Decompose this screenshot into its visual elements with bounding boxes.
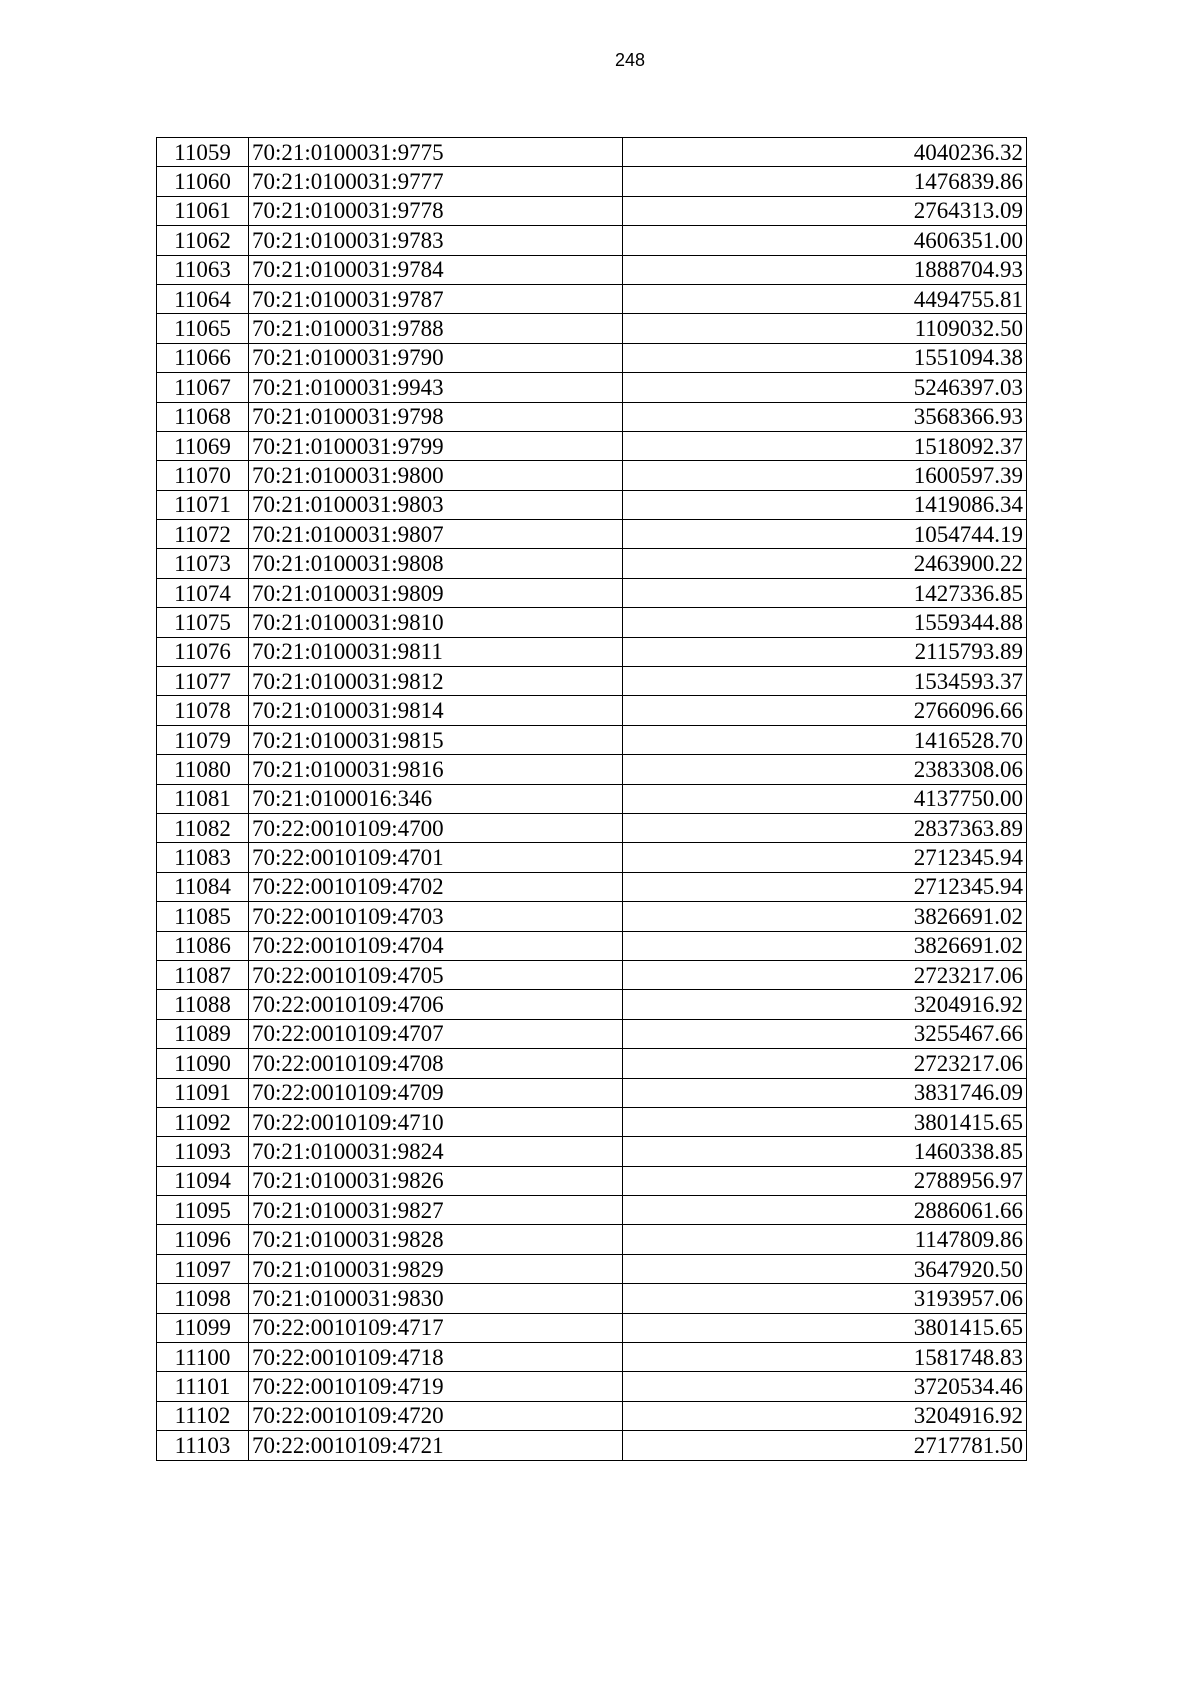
cadastral-number-cell: 70:21:0100031:9812 [249,667,623,696]
cadastral-number-cell: 70:22:0010109:4703 [249,902,623,931]
value-cell: 1600597.39 [623,461,1027,490]
row-number-cell: 11064 [157,284,249,313]
table-row [157,784,1027,813]
value-cell: 2717781.50 [623,1431,1027,1460]
value-cell: 1534593.37 [623,667,1027,696]
cadastral-number-cell: 70:21:0100031:9798 [249,402,623,431]
row-number-cell: 11062 [157,226,249,255]
row-number-cell: 11065 [157,314,249,343]
table-row [157,1401,1027,1430]
row-number-cell: 11087 [157,960,249,989]
cadastral-number-cell: 70:22:0010109:4717 [249,1313,623,1342]
value-cell: 2766096.66 [623,696,1027,725]
cadastral-number-cell: 70:22:0010109:4708 [249,1049,623,1078]
cadastral-number-cell: 70:22:0010109:4704 [249,931,623,960]
cadastral-number-cell: 70:21:0100031:9830 [249,1284,623,1313]
cadastral-number-cell: 70:21:0100031:9783 [249,226,623,255]
value-cell: 3255467.66 [623,1019,1027,1048]
table-row [157,1137,1027,1166]
table-row [157,490,1027,519]
cadastral-number-cell: 70:21:0100031:9828 [249,1225,623,1254]
table-row [157,343,1027,372]
row-number-cell: 11086 [157,931,249,960]
table-row [157,960,1027,989]
cadastral-number-cell: 70:21:0100031:9788 [249,314,623,343]
row-number-cell: 11076 [157,637,249,666]
value-cell: 5246397.03 [623,373,1027,402]
cadastral-number-cell: 70:21:0100031:9800 [249,461,623,490]
table-row [157,1107,1027,1136]
table-row [157,1196,1027,1225]
row-number-cell: 11093 [157,1137,249,1166]
cadastral-number-cell: 70:21:0100031:9824 [249,1137,623,1166]
row-number-cell: 11066 [157,343,249,372]
table-row [157,578,1027,607]
table-row [157,196,1027,225]
cadastral-number-cell: 70:21:0100031:9807 [249,520,623,549]
row-number-cell: 11070 [157,461,249,490]
value-cell: 4494755.81 [623,284,1027,313]
cadastral-number-cell: 70:21:0100016:346 [249,784,623,813]
table-row [157,1049,1027,1078]
cadastral-number-cell: 70:22:0010109:4700 [249,813,623,842]
row-number-cell: 11068 [157,402,249,431]
value-cell: 4040236.32 [623,138,1027,167]
row-number-cell: 11082 [157,813,249,842]
value-cell: 2712345.94 [623,843,1027,872]
table-row [157,990,1027,1019]
table-row [157,843,1027,872]
value-cell: 1888704.93 [623,255,1027,284]
cadastral-number-cell: 70:21:0100031:9810 [249,608,623,637]
row-number-cell: 11083 [157,843,249,872]
cadastral-number-cell: 70:21:0100031:9829 [249,1254,623,1283]
value-cell: 3568366.93 [623,402,1027,431]
row-number-cell: 11096 [157,1225,249,1254]
row-number-cell: 11067 [157,373,249,402]
value-cell: 2463900.22 [623,549,1027,578]
value-cell: 2788956.97 [623,1166,1027,1195]
value-cell: 2764313.09 [623,196,1027,225]
value-cell: 3831746.09 [623,1078,1027,1107]
cadastral-number-cell: 70:21:0100031:9777 [249,167,623,196]
value-cell: 1109032.50 [623,314,1027,343]
row-number-cell: 11073 [157,549,249,578]
value-cell: 2712345.94 [623,872,1027,901]
row-number-cell: 11078 [157,696,249,725]
value-cell: 2383308.06 [623,755,1027,784]
cadastral-number-cell: 70:22:0010109:4702 [249,872,623,901]
row-number-cell: 11081 [157,784,249,813]
table-row [157,138,1027,167]
cadastral-number-cell: 70:21:0100031:9784 [249,255,623,284]
value-cell: 3720534.46 [623,1372,1027,1401]
cadastral-number-cell: 70:22:0010109:4709 [249,1078,623,1107]
table-row [157,167,1027,196]
cadastral-number-cell: 70:21:0100031:9814 [249,696,623,725]
value-cell: 2886061.66 [623,1196,1027,1225]
row-number-cell: 11097 [157,1254,249,1283]
table-row [157,1019,1027,1048]
table-row [157,1078,1027,1107]
value-cell: 1559344.88 [623,608,1027,637]
table-row [157,314,1027,343]
table-row [157,696,1027,725]
value-cell: 2723217.06 [623,1049,1027,1078]
cadastral-number-cell: 70:22:0010109:4721 [249,1431,623,1460]
row-number-cell: 11091 [157,1078,249,1107]
cadastral-number-cell: 70:22:0010109:4707 [249,1019,623,1048]
table-row [157,1225,1027,1254]
cadastral-number-cell: 70:22:0010109:4718 [249,1343,623,1372]
row-number-cell: 11061 [157,196,249,225]
cadastral-number-cell: 70:21:0100031:9815 [249,725,623,754]
table-row [157,755,1027,784]
page-number: 248 [614,50,646,70]
cadastral-number-cell: 70:21:0100031:9827 [249,1196,623,1225]
table-row [157,284,1027,313]
value-cell: 1581748.83 [623,1343,1027,1372]
row-number-cell: 11059 [157,138,249,167]
table-row [157,637,1027,666]
table-row [157,373,1027,402]
value-cell: 3801415.65 [623,1313,1027,1342]
table-row [157,1372,1027,1401]
table-row [157,549,1027,578]
value-cell: 3204916.92 [623,990,1027,1019]
row-number-cell: 11080 [157,755,249,784]
value-cell: 1427336.85 [623,578,1027,607]
cadastral-number-cell: 70:21:0100031:9787 [249,284,623,313]
value-cell: 4606351.00 [623,226,1027,255]
cadastral-number-cell: 70:22:0010109:4701 [249,843,623,872]
cadastral-number-cell: 70:22:0010109:4706 [249,990,623,1019]
table-row [157,226,1027,255]
row-number-cell: 11098 [157,1284,249,1313]
row-number-cell: 11088 [157,990,249,1019]
value-cell: 3193957.06 [623,1284,1027,1313]
table-row [157,431,1027,460]
row-number-cell: 11100 [157,1343,249,1372]
row-number-cell: 11095 [157,1196,249,1225]
cadastral-number-cell: 70:21:0100031:9943 [249,373,623,402]
cadastral-number-cell: 70:22:0010109:4705 [249,960,623,989]
cadastral-number-cell: 70:21:0100031:9799 [249,431,623,460]
row-number-cell: 11101 [157,1372,249,1401]
row-number-cell: 11072 [157,520,249,549]
value-cell: 3204916.92 [623,1401,1027,1430]
cadastral-number-cell: 70:21:0100031:9811 [249,637,623,666]
value-cell: 4137750.00 [623,784,1027,813]
row-number-cell: 11063 [157,255,249,284]
row-number-cell: 11069 [157,431,249,460]
value-cell: 2837363.89 [623,813,1027,842]
table-row [157,1284,1027,1313]
cadastral-number-cell: 70:21:0100031:9809 [249,578,623,607]
row-number-cell: 11077 [157,667,249,696]
cadastral-number-cell: 70:21:0100031:9826 [249,1166,623,1195]
table-row [157,1313,1027,1342]
table-row [157,1431,1027,1460]
row-number-cell: 11085 [157,902,249,931]
cadastral-number-cell: 70:21:0100031:9816 [249,755,623,784]
value-cell: 1419086.34 [623,490,1027,519]
row-number-cell: 11074 [157,578,249,607]
value-cell: 3647920.50 [623,1254,1027,1283]
cadastral-number-cell: 70:22:0010109:4719 [249,1372,623,1401]
value-cell: 3826691.02 [623,931,1027,960]
table-row [157,402,1027,431]
value-cell: 1416528.70 [623,725,1027,754]
value-cell: 2723217.06 [623,960,1027,989]
row-number-cell: 11071 [157,490,249,519]
cadastral-number-cell: 70:22:0010109:4720 [249,1401,623,1430]
cadastral-number-cell: 70:22:0010109:4710 [249,1107,623,1136]
table-row [157,1343,1027,1372]
table-row [157,667,1027,696]
table-row [157,872,1027,901]
cadastral-number-cell: 70:21:0100031:9808 [249,549,623,578]
cadastral-number-cell: 70:21:0100031:9790 [249,343,623,372]
row-number-cell: 11102 [157,1401,249,1430]
value-cell: 1476839.86 [623,167,1027,196]
row-number-cell: 11090 [157,1049,249,1078]
value-cell: 3826691.02 [623,902,1027,931]
table-row [157,813,1027,842]
row-number-cell: 11103 [157,1431,249,1460]
row-number-cell: 11099 [157,1313,249,1342]
value-cell: 3801415.65 [623,1107,1027,1136]
table-row [157,1166,1027,1195]
value-cell: 1551094.38 [623,343,1027,372]
cadastral-number-cell: 70:21:0100031:9778 [249,196,623,225]
table-row [157,461,1027,490]
row-number-cell: 11079 [157,725,249,754]
value-cell: 1054744.19 [623,520,1027,549]
value-cell: 1518092.37 [623,431,1027,460]
table-body [157,138,1027,1461]
value-cell: 1460338.85 [623,1137,1027,1166]
table-row [157,520,1027,549]
row-number-cell: 11060 [157,167,249,196]
row-number-cell: 11075 [157,608,249,637]
row-number-cell: 11089 [157,1019,249,1048]
table-row [157,255,1027,284]
row-number-cell: 11094 [157,1166,249,1195]
cadastral-value-table [156,137,1027,1461]
table-row [157,725,1027,754]
value-cell: 2115793.89 [623,637,1027,666]
row-number-cell: 11084 [157,872,249,901]
table-row [157,1254,1027,1283]
table-row [157,608,1027,637]
value-cell: 1147809.86 [623,1225,1027,1254]
cadastral-number-cell: 70:21:0100031:9775 [249,138,623,167]
table-row [157,902,1027,931]
cadastral-number-cell: 70:21:0100031:9803 [249,490,623,519]
table-row [157,931,1027,960]
row-number-cell: 11092 [157,1107,249,1136]
